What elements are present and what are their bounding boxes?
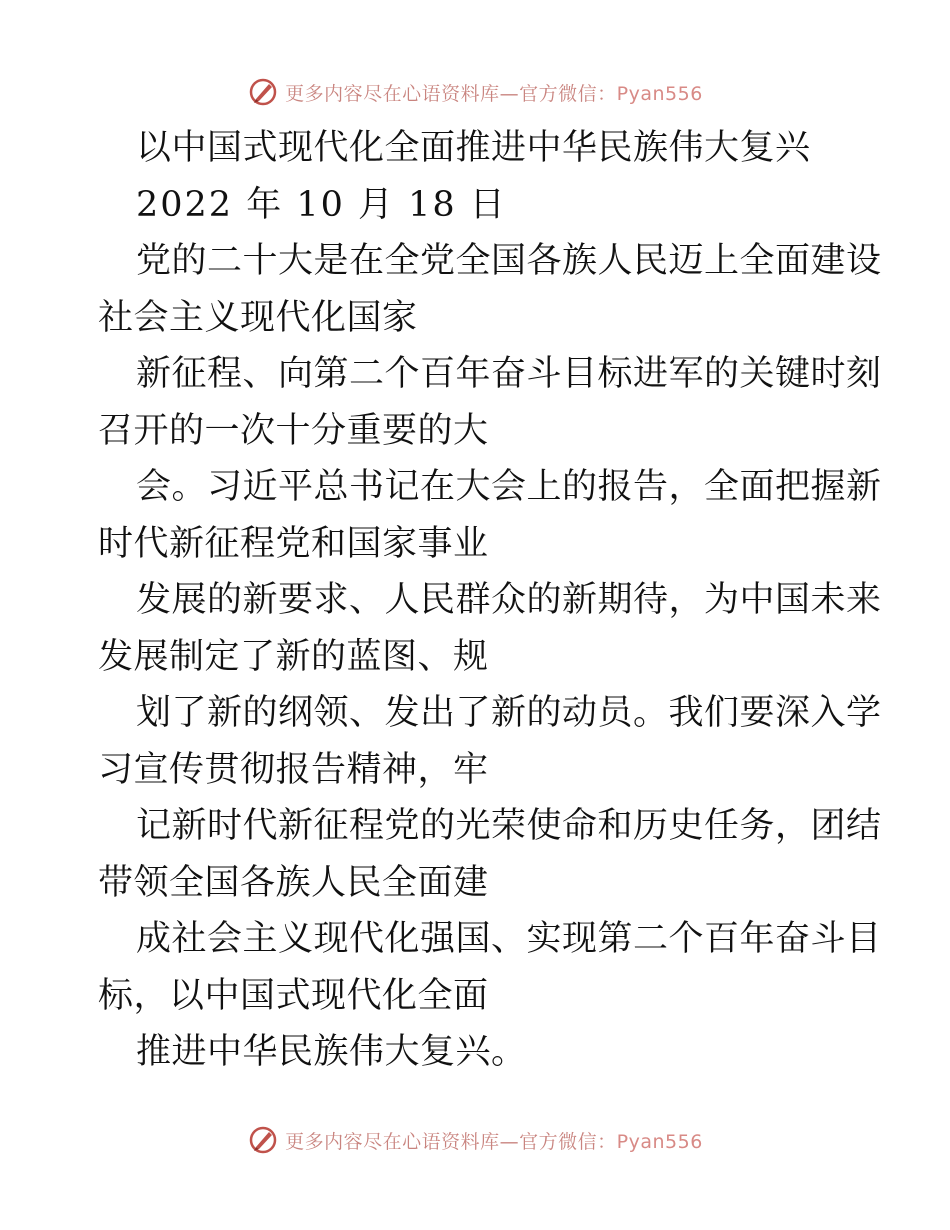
document-title: 以中国式现代化全面推进中华民族伟大复兴 [136, 128, 811, 168]
paragraph-line: 社会主义现代化国家 [98, 297, 418, 338]
paragraph-line: 推进中华民族伟大复兴。 [136, 1032, 527, 1072]
quill-pen-logo-icon [247, 76, 279, 108]
paragraph-line: 新征程、向第二个百年奋斗目标进军的关键时刻 [136, 354, 882, 394]
paragraph-line: 记新时代新征程党的光荣使命和历史任务，团结 [136, 806, 882, 846]
paragraph-line: 召开的一次十分重要的大 [98, 410, 489, 451]
paragraph-line: 时代新征程党和国家事业 [98, 523, 489, 564]
paragraph-line: 划了新的纲领、发出了新的动员。我们要深入学 [136, 693, 882, 733]
banner-wechat-id: Pyan556 [616, 1130, 703, 1153]
banner-text: 更多内容尽在心语资料库—官方微信： [285, 82, 617, 105]
paragraph-line: 发展的新要求、人民群众的新期待，为中国未来 [136, 580, 882, 620]
paragraph-line: 成社会主义现代化强国、实现第二个百年奋斗目 [136, 919, 882, 959]
paragraph-line: 习宣传贯彻报告精神，牢 [98, 749, 489, 790]
document-date: 2022 年 10 月 18 日 [136, 184, 507, 225]
header-banner [0, 72, 950, 112]
paragraph-line: 带领全国各族人民全面建 [98, 862, 489, 903]
banner-wechat-id: Pyan556 [616, 82, 703, 105]
paragraph-line: 标，以中国式现代化全面 [98, 975, 489, 1016]
paragraph-line: 党的二十大是在全党全国各族人民迈上全面建设 [136, 241, 882, 281]
paragraph-line: 发展制定了新的蓝图、规 [98, 636, 489, 677]
banner-text: 更多内容尽在心语资料库—官方微信： [285, 1130, 617, 1153]
quill-pen-logo-icon [247, 1124, 279, 1156]
paragraph-line: 会。习近平总书记在大会上的报告，全面把握新 [136, 467, 882, 507]
document-body [98, 120, 882, 1081]
footer-banner [0, 1120, 950, 1160]
